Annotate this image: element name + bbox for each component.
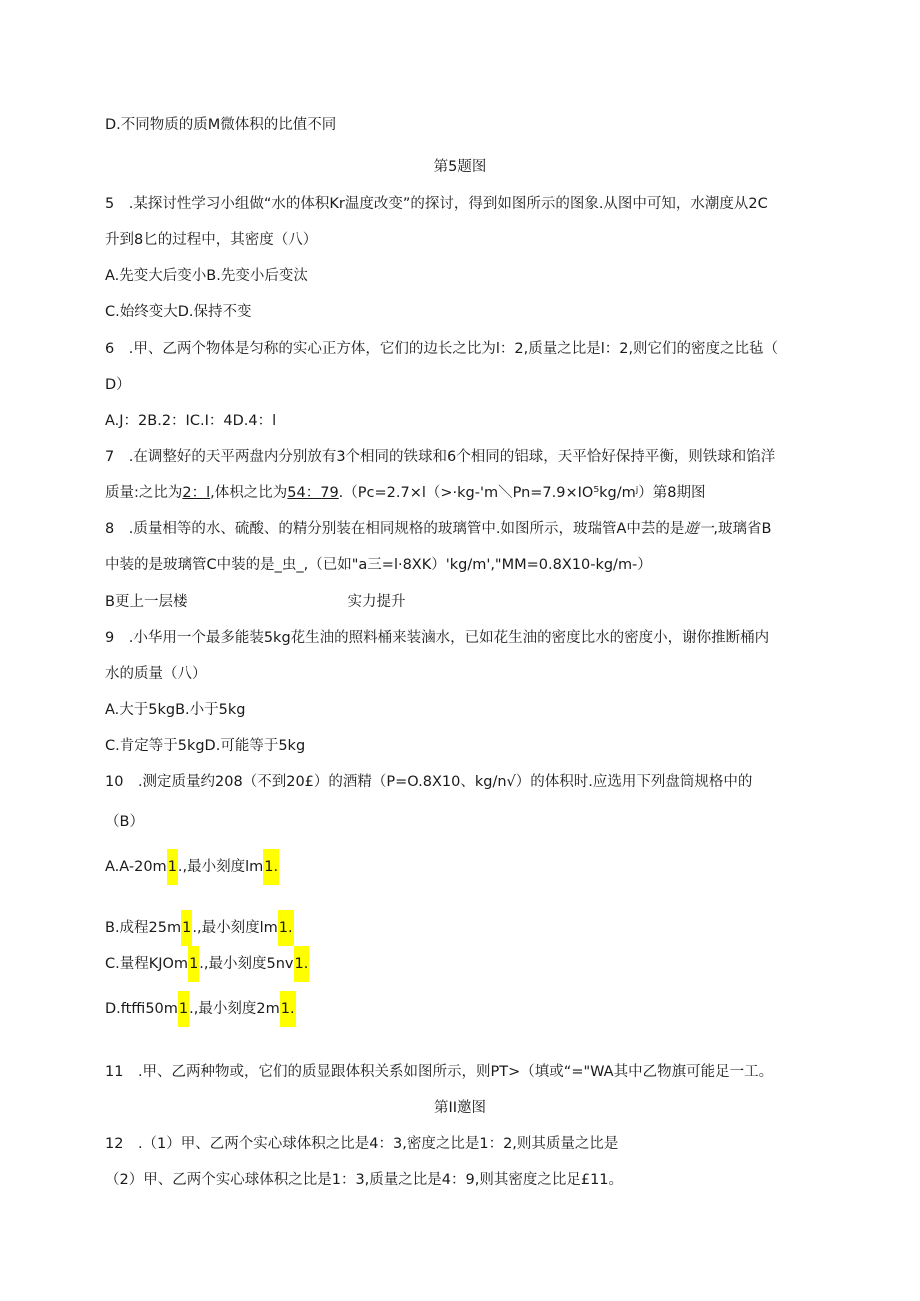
question-9-line-2: 水的质量（八）	[105, 666, 207, 682]
question-5-line-2: 升到8匕的过程中，其密度（八）	[105, 232, 318, 248]
q8-text-c: 中装的是玻璃管C中装的是	[105, 557, 275, 573]
q8-text-d: ,（已如"a三=l·8XK）'kg∕m',"MM=0.8X10-kg∕m-）	[303, 557, 652, 573]
question-12-line-1: 12 .（1）甲、乙两个实心球体积之比是4：3,密度之比是1：2,则其质量之比是	[105, 1136, 619, 1152]
figure-5-caption: 第5题图	[433, 159, 487, 175]
q10a-highlight-2: 1.	[263, 849, 279, 885]
question-9-options-ab: A.大于5kgB.小于5kg	[105, 702, 246, 718]
question-8-line-1	[105, 518, 771, 540]
question-6-line-2: D）	[105, 377, 131, 393]
q8-text-b: ,玻璃省B	[713, 521, 772, 537]
q10d-highlight-1: 1	[178, 991, 189, 1027]
question-7-line-1: 7 .在调整好的天平两盘内分别放有3个相同的铁球和6个相同的铝球，天平恰好保持平衡，则铁球和馅洋	[105, 449, 776, 465]
q10c-highlight-1: 1	[188, 946, 199, 982]
question-9-options-cd: C.肯定等于5kgD.可能等于5kg	[105, 738, 306, 754]
question-10-answer: （B）	[105, 814, 144, 830]
q10c-highlight-2: 1.	[294, 946, 310, 982]
q10b-highlight-1: 1	[181, 910, 192, 946]
question-10-option-a	[105, 849, 279, 885]
question-9-line-1: 9 .小华用一个最多能装5kg花生油的照料桶来装滷水，已如花生油的密度比水的密度小，谢你推断桶内	[105, 630, 770, 646]
question-8-line-2	[105, 554, 652, 576]
question-5-line-1: 5 .某探讨性学习小组做“水的体积Kr温度改变”的探讨，得到如图所示的图象.从图中可知，水潮度从2C	[105, 196, 768, 212]
question-12-line-2: （2）甲、乙两个实心球体积之比是1：3,质量之比是4：9,则其密度之比足£11。	[105, 1172, 624, 1188]
section-b-left: B更上一层楼	[105, 594, 188, 610]
q10d-text: D.ftffi50m	[105, 1001, 178, 1017]
question-7-line-2	[105, 482, 706, 504]
question-10-option-c	[105, 946, 309, 982]
q10b-highlight-2: 1.	[278, 910, 294, 946]
option-d-line: D.不同物质的质M微体积的比值不同	[105, 117, 337, 133]
q10a-highlight-1: 1	[167, 849, 178, 885]
question-11-line: 11 .甲、乙两种物或，它们的质显跟体积关系如图所示，则PT>（填或“="WA其中乙物旗可能足一工。	[105, 1064, 774, 1080]
question-6-line-1: 6 .甲、乙两个物体是匀称的实心正方体，它们的边长之比为l：2,质量之比是l：2,则它们的密度之比毡（	[105, 341, 779, 357]
q10c-text: C.量程KJOm	[105, 956, 189, 972]
q10b-text: B.成程25m	[105, 920, 182, 936]
q10c-text-2: .,最小刻度5nv	[199, 956, 294, 972]
q7-text-a: 质量:之比为	[105, 485, 183, 501]
q8-answer-c: _虫_	[274, 557, 304, 573]
q8-answer-a: 遊一	[684, 521, 714, 537]
q7-text-b: ,体枳之比为	[210, 485, 288, 501]
q7-text-c: .（Pc=2.7×l（>·kg-'m＼Pn=7.9×IO⁵kg∕mʲ）第8期图	[338, 485, 706, 501]
question-10-option-b	[105, 910, 294, 946]
question-10-option-d	[105, 991, 296, 1027]
q10d-highlight-2: 1.	[280, 991, 296, 1027]
question-10-line-1: 10 .测定质量约208（不到20£）的酒精（P=O.8X10、kg∕n√）的体积时.应选用下列盘筒规格中的	[105, 774, 753, 790]
section-b-heading	[105, 591, 405, 613]
question-5-options-cd: C.始终变大D.保持不变	[105, 304, 252, 320]
question-6-options: A.J：2B.2：IC.I：4D.4：l	[105, 413, 277, 429]
q8-text-a: 8 .质量相等的水、硫酸、的精分别装在相同规格的玻璃管中.如图所示，玻瑞管A中芸的是	[105, 521, 685, 537]
q10d-text-2: .,最小刻度2m	[189, 1001, 280, 1017]
q7-volume-ratio-answer: 54：79	[287, 485, 339, 501]
question-5-options-ab: A.先变大后变小B.先变小后变汰	[105, 268, 308, 284]
q10a-text-2: .,最小刻度lm	[177, 859, 264, 875]
q10a-text: A.A-20m	[105, 859, 167, 875]
q7-mass-ratio-answer: 2：l	[182, 485, 211, 501]
figure-11-caption: 第II邀图	[433, 1100, 487, 1116]
section-b-right: 实力提升	[347, 594, 406, 610]
q10b-text-2: .,最小刻度lm	[192, 920, 278, 936]
